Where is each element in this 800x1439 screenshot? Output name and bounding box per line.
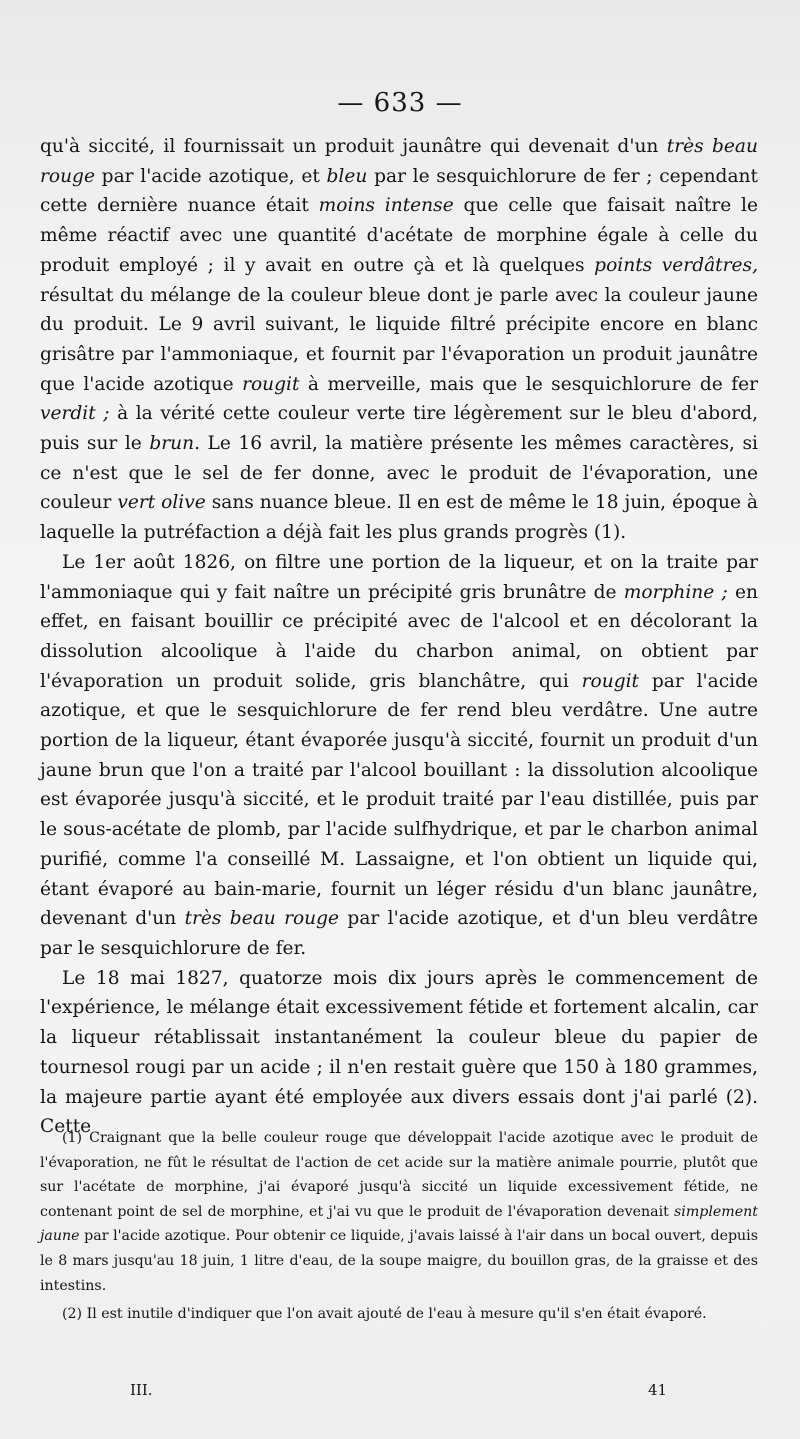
text-run: Le 16 avril, la matière présente les mêmes caractères, si ce n'est que le sel de fer donne, avec le produit de l'évaporation, une couleur	[40, 433, 758, 514]
text-run: par l'acide azotique, et d'un bleu verdâtre par le sesquichlorure de fer.	[40, 908, 758, 959]
text-run: que celle que faisait naître le même réactif avec une quantité d'acétate de morphine égale à celle du produit employé ; il y avait en outre çà et là quelques	[40, 195, 758, 276]
italic-text: brun.	[149, 433, 200, 455]
volume-signature: III.	[130, 1381, 153, 1399]
italic-text: points verdâtres,	[594, 254, 759, 276]
italic-text: rougit	[581, 670, 640, 692]
italic-text: très beau rouge	[40, 136, 758, 187]
text-run: Le 18 mai 1827, quatorze mois dix jours après le commencement de l'expérience, le mélange était excessivement fétide et fortement alcalin, car la liqueur rétablissait instantanément la couleur bleue du papier de tournesol rougi par un acide ; il n'en restait guère que 150 à 180 grammes, la majeure partie ayant été employée aux divers essais dont j'ai parlé (2). Cette	[40, 967, 758, 1138]
footnote-2	[40, 1302, 758, 1327]
text-run: par l'acide azotique, et	[94, 165, 327, 187]
italic-text: morphine ;	[623, 581, 728, 603]
italic-text: bleu	[326, 165, 368, 187]
text-run: par le sesquichlorure de fer ; cependant cette dernière nuance était	[40, 165, 758, 217]
text-run: (1) Craignant que la belle couleur rouge que développait l'acide azotique avec le produit de l'évaporation, ne fût le résultat de l'action de cet acide sur la matière animale pourrie, plutôt que sur l'acétate de morphine, j'ai évaporé jusqu'à siccité un liquide excessivement fétide, ne contenant point de sel de morphine, et j'ai vu que le produit de l'évaporation devenait	[40, 1130, 758, 1220]
paragraph-2	[40, 548, 758, 964]
sheet-signature: 41	[648, 1381, 668, 1399]
body-text	[40, 132, 758, 1142]
italic-text: très beau rouge	[184, 908, 340, 930]
footnote-1	[40, 1126, 758, 1298]
text-run: (2) Il est inutile d'indiquer que l'on avait ajouté de l'eau à mesure qu'il s'en était évaporé.	[62, 1306, 707, 1323]
page-number: — 633 —	[337, 88, 463, 118]
italic-text: vert olive	[117, 492, 206, 514]
italic-text: moins intense	[318, 195, 454, 217]
italic-text: verdit ;	[40, 403, 110, 425]
paragraph-3	[40, 964, 758, 1142]
paragraph-1	[40, 132, 758, 548]
text-run: par l'acide azotique, et que le sesquichlorure de fer rend bleu verdâtre. Une autre portion de la liqueur, étant évaporée jusqu'à siccité, fournit un produit d'un jaune brun que l'on a traité par l'alcool bouillant : la dissolution alcoolique est évaporée jusqu'à siccité, et le produit traité par l'eau distillée, puis par le sous-acétate de plomb, par l'acide sulfhydrique, et par le charbon animal purifié, comme l'a conseillé M. Lassaigne, et l'on obtient un liquide qui, étant évaporé au bain-marie, fournit un léger résidu d'un blanc jaunâtre, devenant d'un	[40, 670, 758, 930]
footnotes	[40, 1126, 758, 1327]
text-run: sans nuance bleue. Il en est de même le 18 juin, époque à laquelle la putréfaction a déjà fait les plus grands progrès (1).	[40, 492, 758, 544]
italic-text: rougit	[242, 373, 300, 395]
text-run: en effet, en faisant bouillir ce précipité avec de l'alcool et en décolorant la dissolution alcoolique à l'aide du charbon animal, on obtient par l'évaporation un produit solide, gris blanchâtre, qui	[40, 581, 758, 692]
text-run: qu'à siccité, il fournissait un produit jaunâtre qui devenait d'un	[40, 136, 667, 157]
italic-text: simplement jaune	[40, 1203, 758, 1245]
text-run: résultat du mélange de la couleur bleue dont je parle avec la couleur jaune du produit. Le 9 avril suivant, le liquide filtré précipite encore en blanc grisâtre par l'ammoniaque, et fournit par l'évaporation un produit jaunâtre que l'acide azotique	[40, 284, 758, 395]
text-run: à merveille, mais que le sesquichlorure de fer	[299, 373, 758, 395]
text-run: à la vérité cette couleur verte tire légèrement sur le bleu d'abord, puis sur le	[40, 403, 758, 455]
text-run: Le 1er août 1826, on filtre une portion de la liqueur, et on la traite par l'ammoniaque qui y fait naître un précipité gris brunâtre de	[40, 551, 758, 603]
text-run: par l'acide azotique. Pour obtenir ce liquide, j'avais laissé à l'air dans un bocal ouvert, depuis le 8 mars jusqu'au 18 juin, 1 litre d'eau, de la soupe maigre, du bouillon gras, de la graisse et des intestins.	[40, 1228, 758, 1294]
